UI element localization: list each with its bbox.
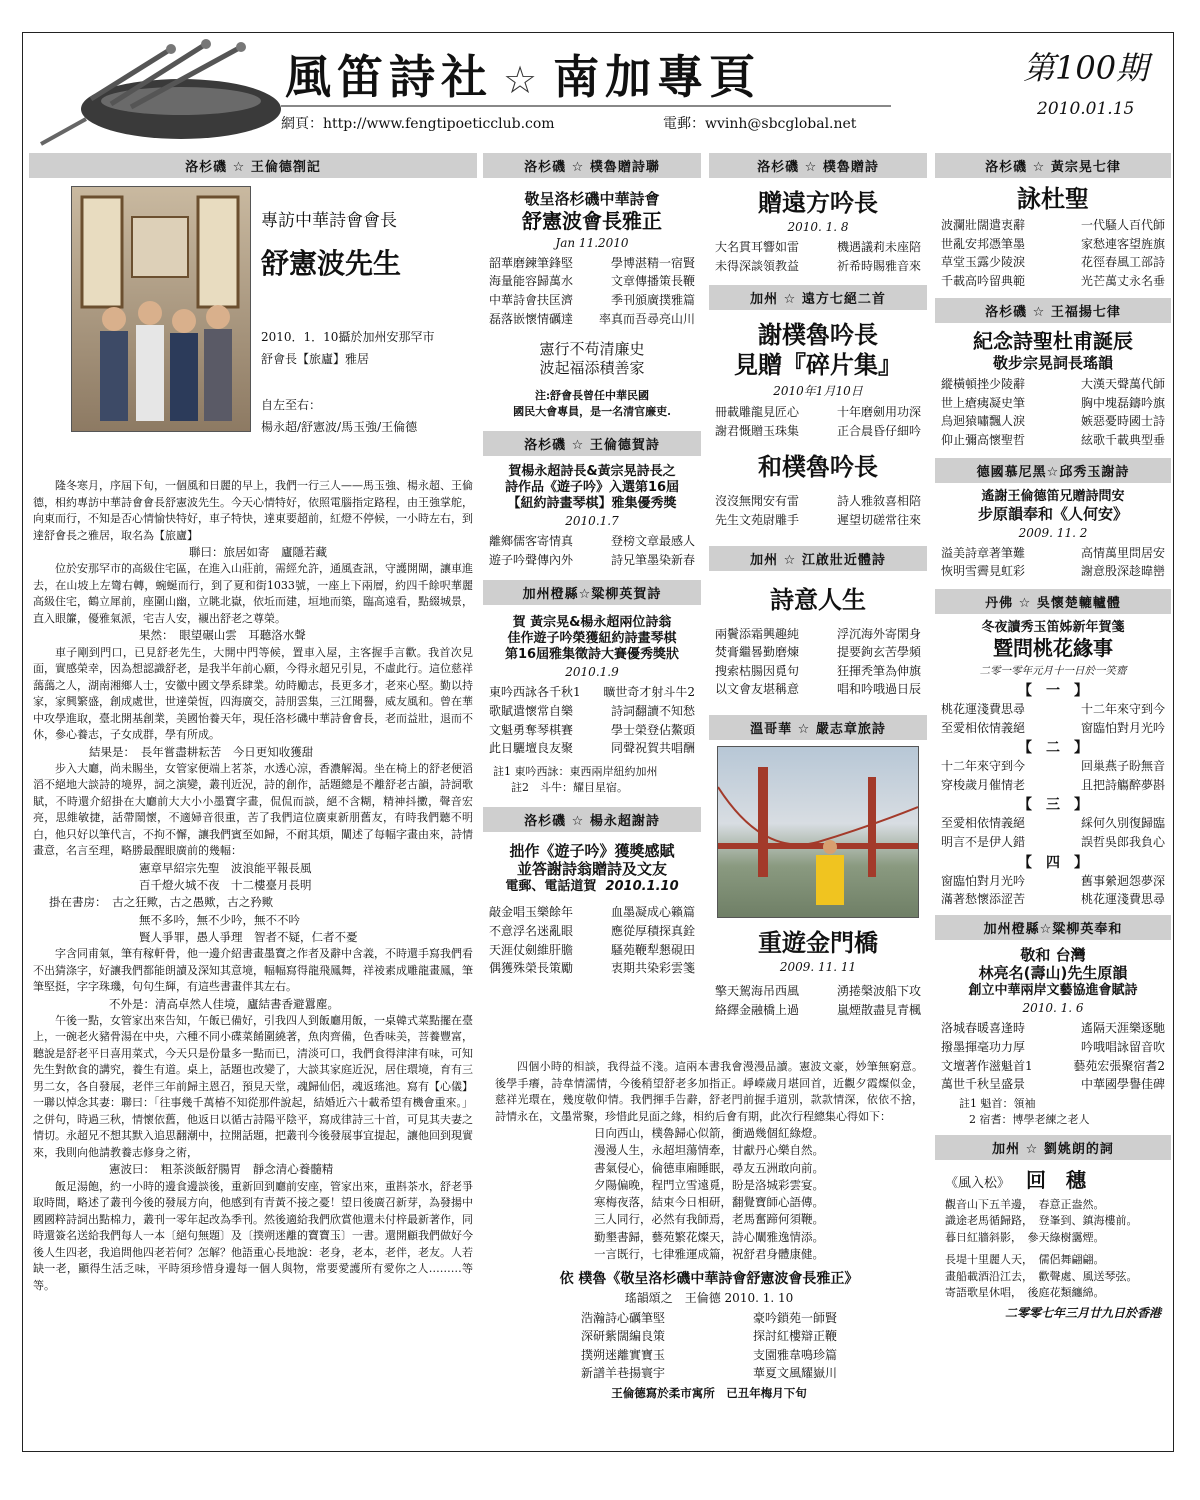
poem-row: 浩瀚詩心礪筆堅 豪吟鎖苑一師賢 bbox=[581, 1310, 837, 1325]
poem-row: 大名貫耳響如雷 機遇議莉未座陪 bbox=[715, 240, 921, 254]
interview-header bbox=[29, 178, 477, 478]
note: 註1 魁首：領袖 bbox=[959, 1096, 1036, 1110]
stanza-heading: 【 一 】 bbox=[1018, 682, 1088, 699]
poem-row: 離鄉儒客寄情真 登榜文章最感人 bbox=[489, 534, 695, 549]
poem-date: 2009. 11. 2 bbox=[1018, 525, 1088, 540]
bagpipe-logo bbox=[31, 39, 281, 147]
byline: 瑤韻頌之 王倫德 2010. 1. 10 bbox=[624, 1290, 794, 1305]
golden-gate-photo bbox=[717, 746, 919, 918]
poem-row: 明言不是伊人錯 誤哲吳郎我負心 bbox=[941, 834, 1165, 849]
poem-row: 穿梭歲月催情老 且把詩觴醉夢斟 bbox=[941, 777, 1165, 792]
verse-line: 一言既行，七律雅運成篇，祝舒君身體康健。 bbox=[594, 1246, 824, 1261]
poem-body bbox=[935, 700, 1171, 737]
verse: 賢人爭罪，愚人爭理 智者不疑，仁者不憂 bbox=[139, 929, 358, 944]
poem-row: 文壇著作滋魁首1 藝苑宏張聚宿耆2 bbox=[941, 1058, 1165, 1073]
poem-row: 搜索枯腸因覓句 狂揮秃筆為伸旗 bbox=[715, 663, 921, 678]
poem-title: 暨問桃花緣事 bbox=[993, 635, 1113, 660]
verse-line: 三人同行，必然有我師焉，老馬奮蹄何須鞭。 bbox=[594, 1212, 824, 1227]
headline-line2: 舒憲波先生 bbox=[261, 247, 402, 280]
section-bar: 洛杉磯 ☆ 黃宗晃七律 bbox=[935, 153, 1171, 178]
poem-body bbox=[935, 542, 1171, 583]
column-interview bbox=[29, 153, 477, 1449]
section-bar: 洛杉磯 ☆ 王倫德劄記 bbox=[29, 153, 477, 178]
poem-body bbox=[483, 252, 701, 330]
poem-row: 桃花運淺費思尋 十二年來守到今 bbox=[941, 701, 1165, 716]
ci-line: 觀音山下五羊邊， 春意正盎然。 bbox=[945, 1197, 1105, 1211]
poem-row: 至愛相依情義絕 窗臨怕對月光吟 bbox=[941, 720, 1165, 735]
poem-row: 敲金唱玉樂餘年 血墨凝成心籟篇 bbox=[489, 905, 695, 920]
poem-title: 拙作《遊子吟》獲獎感賦 bbox=[509, 841, 675, 860]
verse: 憲章早紹宗先聖 波浪能平報長風 bbox=[139, 860, 312, 875]
ci-line: 畫船載酒沿江去， 歡聲處、風送琴弦。 bbox=[945, 1269, 1138, 1283]
poem-row: 烏迴猿嘯飄人淚 嫉惡憂時國士詩 bbox=[941, 414, 1165, 429]
section-bar: 洛杉磯 ☆ 王福揚七律 bbox=[935, 298, 1171, 323]
poem-title: 林亮名(壽山)先生原韻 bbox=[978, 964, 1128, 983]
section-bar: 洛杉磯 ☆ 王倫德賀詩 bbox=[483, 431, 701, 456]
ci-line: 識途老馬循歸路， 登峯到、鎮海樓前。 bbox=[945, 1214, 1138, 1228]
couplet: 結果是： 長年嘗盡耕耘苦 今日更知收獲甜 bbox=[89, 744, 314, 759]
section-bar: 德國慕尼黑☆邱秀玉謝詩 bbox=[935, 458, 1171, 483]
poem-title: 冬夜讀秀玉笛姊新年賀箋 bbox=[981, 619, 1125, 635]
poem-body bbox=[709, 401, 927, 442]
poem-row: 千載高吟留典範 光芒萬丈永名垂 bbox=[941, 273, 1165, 288]
website-line: 網頁：http://www.fengtipoeticclub.com bbox=[281, 116, 555, 132]
note: 註1 東吟西詠：東西兩岸紐約加州 bbox=[493, 764, 658, 778]
poem-title: 創立中華兩岸文藝協進會賦詩 bbox=[968, 983, 1138, 999]
couplet: 憲行不苟清廉史 bbox=[539, 340, 645, 359]
poem-row: 不意浮名迷亂眼 應從厚積探真銓 bbox=[489, 924, 695, 939]
poem-row: 波瀾壯闊遣衷辭 一代騷人百代師 bbox=[941, 218, 1165, 232]
poem-title: 舒憲波會長雅正 bbox=[522, 208, 662, 233]
ci-line: 暮日紅牆斜影， 參天綠樹靄煙。 bbox=[945, 1230, 1105, 1244]
article-paragraph: 位於安那罕市的高級住宅區，在進入山莊前，需經允許，通風查訊，守護開閘，讓車進去，在山坡上左彎右轉，蜿蜒而行，到了夏和街1033號，一座上下兩層，約四千餘呎華麗高級住宅，鶴立犀前，座圍山幽，立眺北嶽，依坵而建，垣地而築，臨高遠看，點綴城景，直入眼簾，優雅氣派，宅吉人安，襯出舒老之尊榮。 bbox=[33, 562, 473, 625]
article-paragraph: 車子剛到門口，已見舒老先生，大開中門等候，置車入屋，主客握手言歡。我首次見面，實感榮幸，因為想認識舒老，是我半年前心願，今得永超兄引見，不虛此行。這位慈祥藹藹之人，湖南湘鄉人士，安徽中國文學系肆業。幼時勵志，長更多才，老來心堅。勤以持家，家興繁盛，創成處世，世達榮恆，四海廣交，詩朋雲集，三江聞譽，威友風和。曾在華中攻學進取，臺北開基創業，美國怡養天年，現任洛杉磯中華詩會會長，老而益壯，退而不休，參心養志，子女成群，學有所成。 bbox=[33, 645, 473, 741]
poem-row: 偶獲殊榮長策勵 衷期共染彩雲箋 bbox=[489, 961, 695, 976]
article-paragraph: 隆冬寒月，序屆下旬，一個風和日麗的早上，我們一行三人——馬玉強、楊永超、王倫德，相約專訪中華詩會會長舒憲波先生。今天心情特好，依照電腦指定路程，由王強掌舵，向東而行，不知是否心情愉快特好，車子特快，達東要超前，紅燈不停候，一小時左右，到達舒會長之雅居，取名為【旅廬】 bbox=[33, 479, 473, 542]
middle-commentary bbox=[491, 1059, 927, 1449]
masthead-rule bbox=[281, 105, 891, 107]
verse: 掛在書房： 古之狂歟，古之愚歟，古之矜歟 bbox=[49, 895, 274, 910]
ci-signature: 二零零七年三月廿九日於香港 bbox=[1004, 1305, 1161, 1320]
verse-line: 寒梅夜落，結束今日相研，翻覺寶師心語傳。 bbox=[594, 1195, 824, 1209]
poem-row: 擎天駕海吊西風 湧捲槃波船下攻 bbox=[715, 983, 921, 998]
poem-title: 遙謝王倫德笛兄贈詩問安 bbox=[981, 488, 1125, 504]
couplet: 聯曰：旅居如寄 廬隱若藏 bbox=[189, 545, 327, 559]
poem-body bbox=[935, 373, 1171, 451]
poem-row: 恢明雪霽見虹彩 謝意殷深趁暐巒 bbox=[941, 564, 1165, 579]
poem-title: 【紐約詩畫琴棋】雅集優秀獎 bbox=[507, 496, 677, 512]
couplet: 波起福添積善家 bbox=[539, 358, 645, 377]
section-bar: 加州 ☆ 江啟壯近體詩 bbox=[709, 546, 927, 571]
poem-row: 以文會友堪稱意 唱和吟哦過日辰 bbox=[715, 682, 921, 697]
ci-line: 寄語歌星休唱， 後庭花類纏綿。 bbox=[945, 1286, 1105, 1300]
poem-row: 兩鬢添霜興趣純 浮沉海外寄閑身 bbox=[715, 626, 921, 641]
poem-row: 絡繹金融橋上過 嵐煙散盡見青楓 bbox=[715, 1002, 921, 1017]
stanza-heading: 【 四 】 bbox=[1018, 854, 1088, 871]
note: 注:舒會長曾任中華民國 bbox=[534, 388, 650, 402]
poem-row: 深研紫闊編良策 探討紅樓辯正鞭 bbox=[581, 1329, 837, 1344]
column-3 bbox=[709, 153, 927, 1053]
section-bar: 洛杉磯 ☆ 樸魯贈詩聯 bbox=[483, 153, 701, 178]
photo-caption: 自左至右： bbox=[261, 398, 322, 412]
verse-line: 書氣侵心，倫德車廂睡眠，尋友五洲敢向前。 bbox=[594, 1160, 824, 1175]
poem-title: 詩意人生 bbox=[770, 585, 866, 614]
couplet: 果然： 眼望碾山雲 耳聽洛水聲 bbox=[139, 628, 306, 643]
poem-body bbox=[935, 814, 1171, 851]
poem-body bbox=[709, 980, 927, 1021]
group-photo bbox=[71, 186, 251, 432]
section-bar: 溫哥華 ☆ 嚴志章旅詩 bbox=[709, 715, 927, 740]
poem-row: 洛城春暖喜逢時 遙隔天涯樂逐馳 bbox=[941, 1021, 1165, 1036]
poem-row: 冊載雕龍見匠心 十年磨劍用功深 bbox=[715, 405, 921, 420]
headline-line1: 專訪中華詩會會長 bbox=[261, 211, 397, 231]
poem-body bbox=[709, 236, 927, 277]
poem-row: 遊子吟聲傳內外 詩兄筆墨染新春 bbox=[489, 552, 695, 567]
issue-date: 2010.01.15 bbox=[1037, 99, 1135, 119]
section-bar: 加州 ☆ 劉姚朗的詞 bbox=[935, 1135, 1171, 1160]
poem-row: 十二年來守到今 回巢燕子盼無音 bbox=[941, 759, 1165, 774]
poem-row: 新譜羊巷揚寰宇 華夏文風耀嶽川 bbox=[581, 1366, 837, 1381]
poem-row: 世上瘡痍凝史筆 胸中塊磊鑄吟旗 bbox=[941, 395, 1165, 410]
poem-row: 中華詩會扶匡濟 季刊頒廣撲雅篇 bbox=[489, 292, 695, 307]
poem-date: 2010年1月10日 bbox=[773, 384, 863, 399]
poem-date: 二零一零年元月十一日於一笑齋 bbox=[979, 664, 1127, 677]
poem-title: 電郵、電話道賀 2010.1.10 bbox=[505, 879, 679, 895]
masthead-title: 風笛詩社 ☆ 南加專頁 bbox=[285, 50, 762, 104]
poem-title: 敬呈洛杉磯中華詩會 bbox=[524, 190, 660, 208]
poem-row: 仰止彌高懷聖哲 絃歌千載典型垂 bbox=[941, 432, 1165, 447]
article-paragraph: 午後一點，女管家出來告知，午飯已備好，引我四人到飯廳用飯，一桌韓式菜點擺在臺上，一碗老火豬骨湯在中央，六種不同小碟菜餚圍繞著，魚肉齊備，色香味美，菩養豐富，聽說是舒老平日喜用菜式，今天只是份量多一點而已，清淡可口，我們食得津津有味，可知先生對飲食的講究，養生有道。桌上，話題也改變了，大談其家庭近況，居住環境，育有三男二女，各自發展，老伴三年前歸主恩召，預見天堂，魂歸仙侶，魂返瑤池。寫有【心儀】一聯以悼念其妻：聯曰：「往事幾千萬椿不知從那件說起，結婚近六十載希望有機會重來。」之併句，時過三秋，情懷依舊，他返日以循古詩陽平陰平，寫成律詩三十首，可見其夫妻之情切。永超兄不想其默入追思翻潮中，拉開話題，把叢刊今後發展事宜提起，讓他回到現實來，我則向他請教養志修身之術， bbox=[33, 1013, 473, 1159]
poem-title: 紀念詩聖杜甫誕辰 bbox=[973, 329, 1133, 354]
poem-row: 溢美詩章著筆難 高情萬里問居安 bbox=[941, 545, 1165, 560]
issue-number: 第100期 bbox=[1023, 49, 1149, 87]
poem-row: 東吟西詠各千秋1 曠世奇才射斗牛2 bbox=[489, 685, 695, 700]
poem-title: 回 穗 bbox=[1026, 1167, 1087, 1192]
masthead bbox=[23, 33, 1173, 151]
poem-row: 撲朔迷離實寶玉 支園雅韋鳴珍篇 bbox=[581, 1347, 837, 1362]
poem-body bbox=[483, 681, 701, 759]
poem-row: 撥墨揮毫功力厚 吟哦唱詠留音吹 bbox=[941, 1040, 1165, 1055]
poem-row: 至愛相依情義絕 綵何久別復歸臨 bbox=[941, 816, 1165, 831]
poem-row: 草堂玉露少陵淚 花徑春風工部詩 bbox=[941, 255, 1165, 270]
ci-line: 長堤十里麗人天， 儒侶舞翩翩。 bbox=[945, 1253, 1105, 1267]
verse: 百千燈火城不夜 十二樓臺月長明 bbox=[139, 878, 312, 892]
verse-line: 日向西山，樸魯歸心似箭，衝過幾個紅綠燈。 bbox=[594, 1126, 824, 1140]
poem-row: 先生文苑尉雕手 遲望切磋常往來 bbox=[715, 512, 921, 527]
photo-caption: 2010．1．10攝於加州安那罕市 bbox=[261, 330, 435, 344]
poem-date: 2010.1.9 bbox=[565, 665, 619, 680]
photo-caption: 舒會長【旅廬】雅居 bbox=[261, 352, 370, 366]
poem-title: 第16屆雅集徵詩大賽優秀獎狀 bbox=[504, 647, 680, 663]
footer-note: 王倫德寫於柔市寓所 已丑年梅月下旬 bbox=[611, 1385, 807, 1400]
section-bar: 加州橙縣☆粱柳英奉和 bbox=[935, 915, 1171, 940]
note: 國民大會專員，是一名清官廉吏. bbox=[513, 405, 671, 419]
poem-date: 2010. 1. 8 bbox=[787, 220, 849, 234]
poem-row: 未得深談領教益 祈希時賜雅音來 bbox=[715, 258, 921, 273]
poem-date: 2010. 1. 6 bbox=[1022, 1001, 1084, 1016]
article-paragraph: 飯足湯飽，約一小時的邊食邊談後，重新回到廳前安座，管家出來，重斟茶水，舒老爭取時間，略述了叢刊今後的發展方向，他感到有青黃不接之憂！望日後廣召新芽，為發揚中國國粹詩詞出點棉力，叢刊一零年起改為季刊。然後適給我們欣賞他還未付梓最新著作，同時還簽名送給我們每人一本〔絕句無題〕及〔撲朔迷離的寶寶玉〕一書。還開顧我們做好今後人生四老，我追問他四老若何？怎解？他語重心長地說：老身，老本，老伴，老友。人若缺一老，顯得生活乏味，平時須珍惜身邊每一個人與物，常要愛護所有愛你之人………等等。 bbox=[33, 1179, 473, 1292]
poem-title: 步原韻奉和《人何安》 bbox=[977, 504, 1128, 523]
newspaper-page bbox=[22, 32, 1174, 1452]
verse: 憲波曰： 粗茶淡飯舒腸胃 靜念清心養髓精 bbox=[109, 1162, 334, 1177]
poem-title: 並答謝詩翁贈詩及文友 bbox=[516, 860, 667, 879]
poem-row: 世亂安邦憑筆墨 家愁連客望旌旗 bbox=[941, 236, 1165, 251]
verse: 無不多吟，無不少吟，無不不吟 bbox=[139, 912, 300, 927]
column-4 bbox=[935, 153, 1171, 1449]
poem-body bbox=[483, 901, 701, 979]
article-paragraph: 字含同甫氣，筆有稼軒骨，他一邊介紹書畫墨寶之作者及辭中含義，不時還手寫我們看不出猜涤字，好讓我們都能朗讀及深知其意境，幅幅寫得龍飛鳳舞，祥祾素成雕龍畫鳳，筆筆堅挺，字字珠璣，句句生輝，有這些書畫伴其左右。 bbox=[33, 947, 473, 993]
poem-row: 韶華磨鍊筆鋒堅 學博湛精一宿賢 bbox=[489, 255, 695, 270]
note: 註2 斗牛：耀目星宿。 bbox=[511, 781, 628, 795]
poem-row: 此日驪壇良友聚 同聲祝賀共唱酬 bbox=[489, 741, 695, 756]
poem-row: 沒沒無聞安有雷 詩人雅敘喜相陪 bbox=[715, 494, 921, 509]
note: 2 宿耆：博學老練之老人 bbox=[969, 1113, 1090, 1127]
poem-title: 依 樸魯《敬呈洛杉磯中華詩會舒憲波會長雅正》 bbox=[559, 1271, 859, 1287]
poem-title: 和樸魯吟長 bbox=[758, 453, 878, 482]
section-bar: 洛杉磯 ☆ 楊永超謝詩 bbox=[483, 807, 701, 832]
section-bar: 加州 ☆ 遠方七絕二首 bbox=[709, 285, 927, 310]
poem-row: 窗臨怕對月光吟 舊事縈迴怨夢深 bbox=[941, 873, 1165, 888]
poem-body bbox=[935, 1017, 1171, 1095]
section-bar: 洛杉磯 ☆ 樸魯贈詩 bbox=[709, 153, 927, 178]
stanza-heading: 【 二 】 bbox=[1018, 740, 1088, 757]
poem-body bbox=[483, 530, 701, 571]
poem-body bbox=[935, 757, 1171, 794]
poem-title: 謝樸魯吟長 bbox=[758, 321, 878, 350]
poem-row: 焚膏繼晷勤磨煉 提要鉤玄苦學頻 bbox=[715, 645, 921, 660]
poem-title: 敬和 台灣 bbox=[1020, 945, 1086, 964]
poem-title: 敬步宗晃詞長瑤韻 bbox=[992, 354, 1113, 373]
poem-body bbox=[491, 1307, 927, 1385]
poem-row: 滿著愁懷添涩苦 桃花運淺費思尋 bbox=[941, 892, 1165, 907]
poem-title: 賀楊永超詩長&黃宗晃詩長之 bbox=[508, 463, 676, 479]
ci-title-row bbox=[935, 1160, 1171, 1197]
column-2 bbox=[483, 153, 701, 1053]
poem-title: 佳作遊子吟榮獲紐約詩畫琴棋 bbox=[507, 630, 677, 646]
poem-body bbox=[935, 872, 1171, 909]
poem-title: 詩作品《遊子吟》入選第16屆 bbox=[504, 479, 680, 495]
poem-row: 謝君慨贈玉珠集 正合晨昏仔細吟 bbox=[715, 423, 921, 438]
poem-row: 海量能容歸萬水 文章傳播策長鞭 bbox=[489, 274, 695, 289]
photo-caption: 楊永超/舒憲波/馬玉強/王倫德 bbox=[261, 420, 418, 434]
email-line: 電郵：wvinh@sbcglobal.net bbox=[663, 116, 857, 132]
poem-title: 見贈『碎片集』 bbox=[734, 351, 902, 380]
poem-row: 文魁勇奪琴棋賽 學士榮登佔鰲頭 bbox=[489, 722, 695, 737]
poem-title: 詠杜聖 bbox=[1017, 185, 1089, 213]
poem-date: 2009. 11. 11 bbox=[779, 959, 857, 974]
poem-title: 賀 黃宗晃&楊永超兩位詩翁 bbox=[512, 614, 672, 630]
poem-date: 2010.1.7 bbox=[565, 514, 619, 529]
verse-line: 漫漫人生，永超坦蕩情牽，甘獻丹心樂自然。 bbox=[594, 1143, 824, 1158]
poem-row: 縱橫頓挫少陵辭 大漢天聲萬代師 bbox=[941, 377, 1165, 392]
poem-row: 萬世千秋呈盛景 中華國學譽佳碑 bbox=[941, 1077, 1165, 1092]
poem-body bbox=[935, 214, 1171, 292]
poem-row: 磊落嵌懷情礪達 率真而吾尋亮山川 bbox=[489, 311, 695, 326]
verse: 不外是：清高卓然人佳境，廬結書香避囂塵。 bbox=[109, 996, 339, 1011]
poem-title: 贈遠方吟長 bbox=[758, 189, 878, 217]
poem-row: 歌賦遣懷常自樂 詩詞翻讀不知愁 bbox=[489, 703, 695, 718]
verse-line: 夕陽偏晚，程門立雪遠覓，盼是洛城彩雲宴。 bbox=[594, 1177, 824, 1192]
poem-body bbox=[709, 623, 927, 701]
section-bar: 丹佛 ☆ 吳懷楚轆轤體 bbox=[935, 589, 1171, 614]
section-bar: 加州橙縣☆粱柳英賀詩 bbox=[483, 580, 701, 605]
stanza-heading: 【 三 】 bbox=[1018, 797, 1088, 814]
verse-line: 勤墾書歸，藝苑繁花燦天，詩心闡雅逸情添。 bbox=[594, 1229, 824, 1244]
commentary-paragraph: 四個小時的相談，我得益不淺。這兩本書我會漫漫品讀。憲波文豪，妙筆無窮意。後學手癢，詩韋情濡情，今後稍望舒老多加指正。崢嶸歲月堪回首，近觀夕霞燦似金，慈祥光環在，幾度敬仰情。我們揮手告辭，舒老門前握手道別，款款情深，依依不捨，詩情永在，文墨常聚，珍惜此見面之緣，相約后會有期，此次行程總集心得如下： bbox=[495, 1060, 923, 1123]
article-paragraph: 步入大廳，尚未賜坐，女管家便端上茗茶，水透心涼，香濃解渴。坐在椅上的舒老便滔滔不絕地大談詩的境界，詞之演變，叢刊近況，詩的創作，話題總是不離舒老古韻，詩詞歌賦，不時還介紹掛在大廳前大大小小墨寶字畫，侃侃而談，絕不含糊，精神抖擻，聲音宏亮，思維敏捷，話帶鬧懷，不適婦音很重，苦了我們這位廣東新朋舊友，有時我們聽不明白，他只好以筆代言，不拘不懈，讓我們賓至如歸，不耐其煩，闡述了每幅字畫由來，詩情畫意，名言至理，略勝最醒眼廣前的幾幅： bbox=[33, 761, 473, 858]
poem-date: Jan 11.2010 bbox=[555, 235, 629, 250]
ci-tune-name: 《風入松》 bbox=[945, 1175, 1011, 1191]
poem-row: 天涯仗劍維肝膽 騷苑鞭犁懇硯田 bbox=[489, 942, 695, 957]
poem-body bbox=[709, 490, 927, 531]
poem-title: 重遊金門橋 bbox=[758, 928, 878, 957]
